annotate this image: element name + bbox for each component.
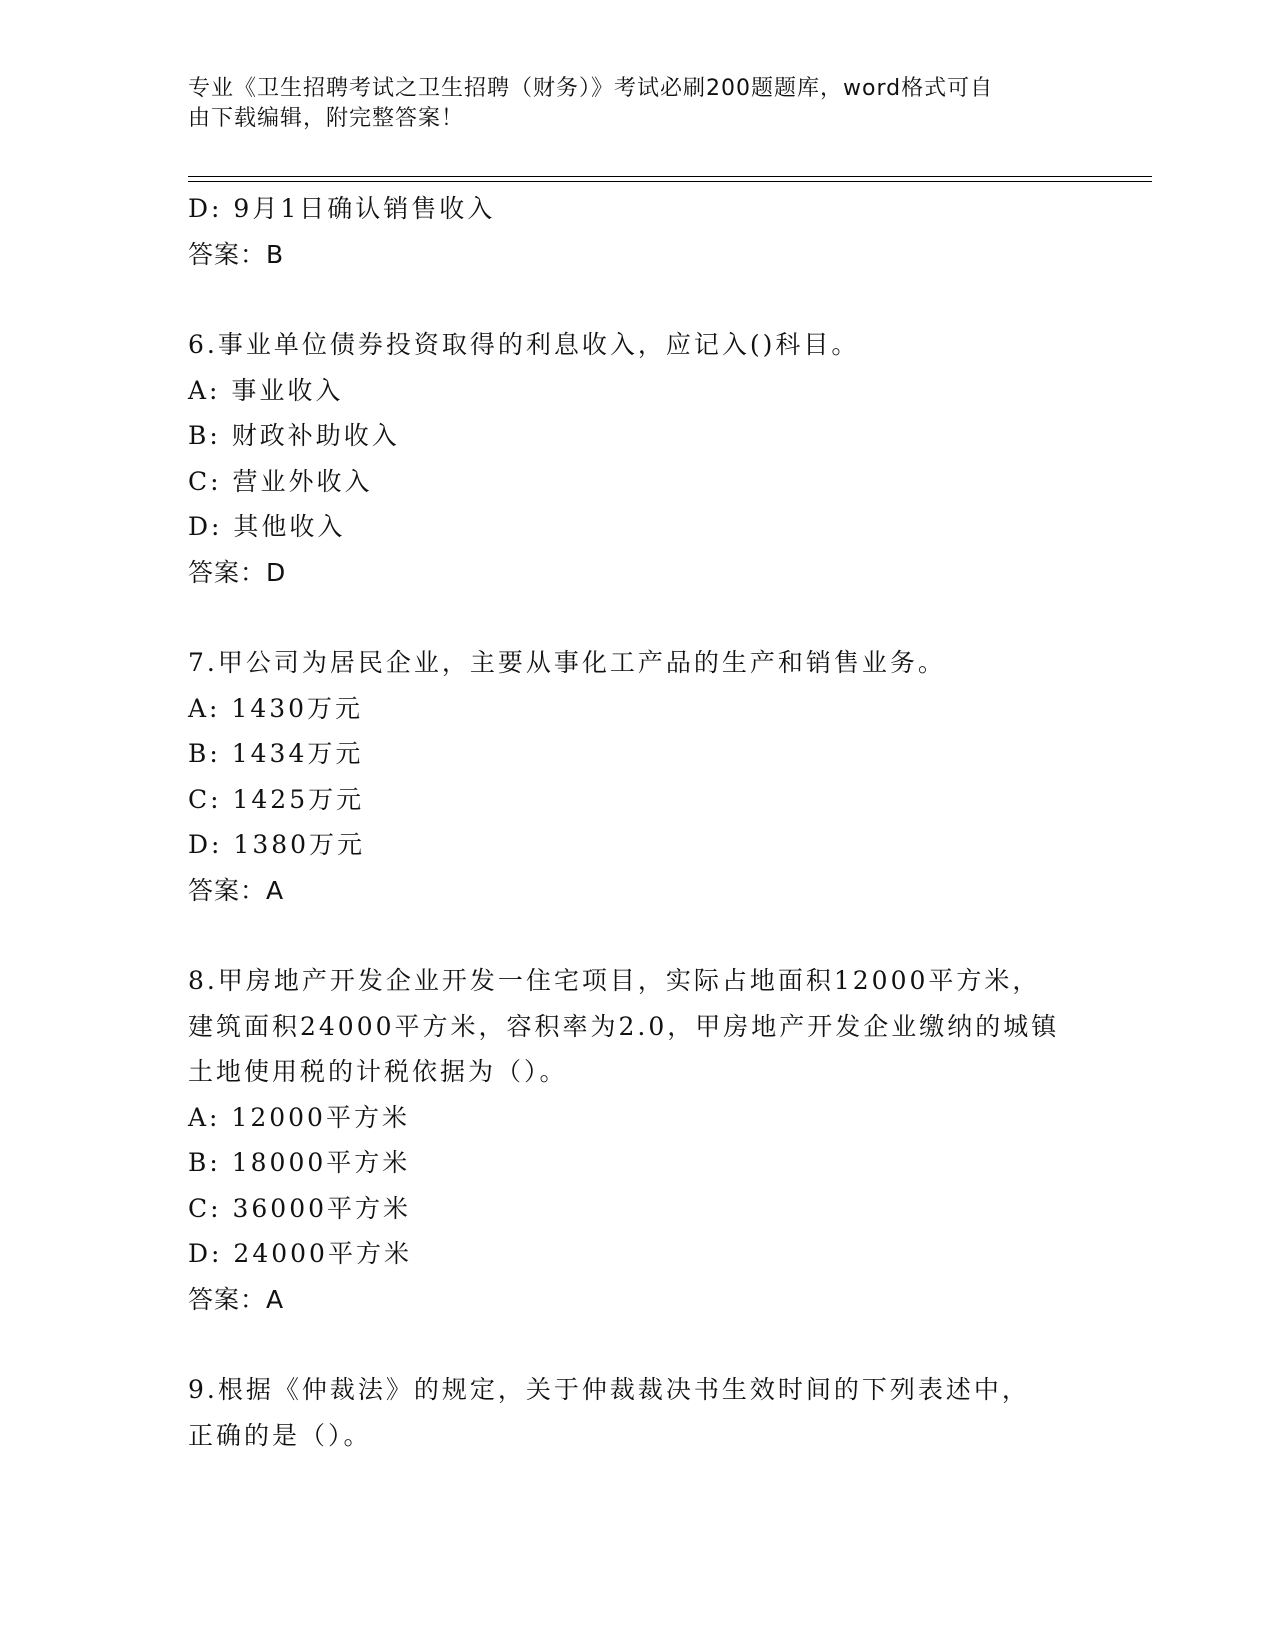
option-b: B: 1434万元 <box>188 739 364 768</box>
question-8 <box>188 958 1088 1322</box>
question-stem-line-1: 9.根据《仲裁法》的规定，关于仲裁裁决书生效时间的下列表述中， <box>188 1375 1030 1404</box>
document-header <box>188 74 1068 134</box>
question-stem-line-1: 8.甲房地产开发企业开发一住宅项目，实际占地面积12000平方米， <box>188 966 1041 995</box>
option-d: D: 其他收入 <box>188 512 346 541</box>
option-a: A: 12000平方米 <box>188 1102 410 1132</box>
option-c: C: 1425万元 <box>188 784 365 814</box>
header-divider-bottom <box>188 181 1152 182</box>
option-b: B: 18000平方米 <box>188 1148 411 1177</box>
question-list <box>188 186 1088 1458</box>
answer: 答案：A <box>188 875 285 905</box>
question-stem-line-2: 正确的是（）。 <box>188 1420 372 1450</box>
option-a: A: 事业收入 <box>188 375 344 405</box>
header-divider-top <box>188 176 1152 177</box>
option-b: B: 财政补助收入 <box>188 421 400 450</box>
answer: 答案：A <box>188 1284 285 1314</box>
question-9 <box>188 1367 1088 1458</box>
answer: 答案：B <box>188 239 285 269</box>
question-stem: 7.甲公司为居民企业，主要从事化工产品的生产和销售业务。 <box>188 648 946 677</box>
question-stem-line-2: 建筑面积24000平方米，容积率为2.0，甲房地产开发企业缴纳的城镇 <box>188 1011 1060 1041</box>
answer: 答案：D <box>188 557 287 587</box>
header-line-1: 专业《卫生招聘考试之卫生招聘（财务）》考试必刷200题题库，word格式可自 <box>188 76 994 101</box>
header-line-2: 由下载编辑，附完整答案！ <box>188 106 465 131</box>
option-d: D: 9月1日确认销售收入 <box>188 194 496 223</box>
question-stem: 6.事业单位债券投资取得的利息收入，应记入()科目。 <box>188 330 860 359</box>
previous-question-tail <box>188 186 1088 277</box>
option-d: D: 24000平方米 <box>188 1239 412 1268</box>
question-7 <box>188 640 1088 913</box>
option-c: C: 36000平方米 <box>188 1193 412 1223</box>
option-d: D: 1380万元 <box>188 830 366 859</box>
option-a: A: 1430万元 <box>188 693 364 723</box>
question-6 <box>188 322 1088 595</box>
question-stem-line-3: 土地使用税的计税依据为（）。 <box>188 1057 568 1086</box>
option-c: C: 营业外收入 <box>188 466 373 496</box>
